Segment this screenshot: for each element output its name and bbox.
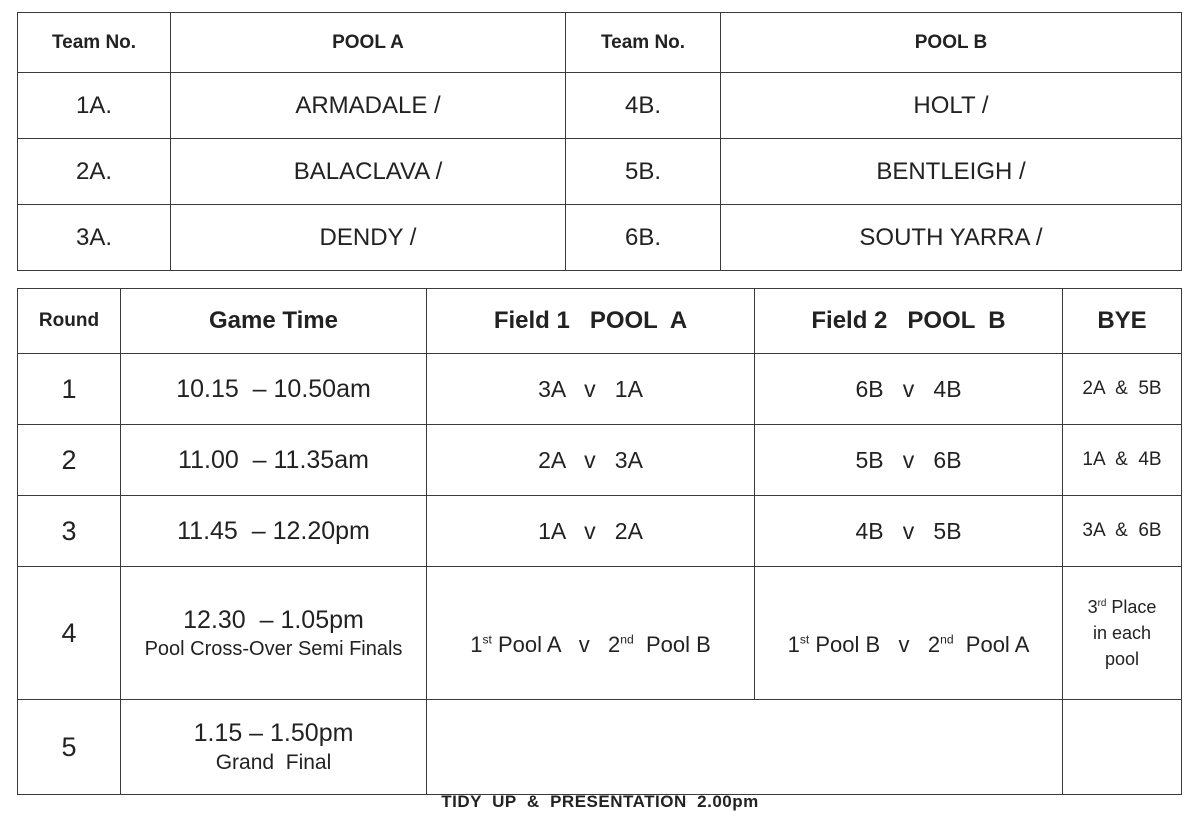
pool-row bbox=[18, 73, 1182, 139]
header-field-2: Field 2 POOL B bbox=[755, 289, 1063, 354]
team-name-b: BENTLEIGH / bbox=[721, 139, 1182, 205]
bye-teams: 1A & 4B bbox=[1063, 425, 1182, 496]
game-time: 11.45 – 12.20pm bbox=[121, 496, 427, 567]
team-no-b: 6B. bbox=[566, 205, 721, 271]
ordinal-suffix: nd bbox=[620, 632, 634, 647]
team-name-a: DENDY / bbox=[171, 205, 566, 271]
round-number: 4 bbox=[18, 567, 121, 700]
round-number: 5 bbox=[18, 700, 121, 795]
bye-line bbox=[1063, 594, 1181, 620]
seed-number: 2 bbox=[927, 632, 941, 657]
seed-number: 1 bbox=[470, 632, 483, 657]
schedule-header-row bbox=[18, 289, 1182, 354]
bye-teams bbox=[1063, 567, 1182, 700]
field-2-match: 6B v 4B bbox=[755, 354, 1063, 425]
team-no-a: 1A. bbox=[18, 73, 171, 139]
round-row bbox=[18, 496, 1182, 567]
seed-number: 2 bbox=[608, 632, 621, 657]
round-row bbox=[18, 425, 1182, 496]
field-2-match: 5B v 6B bbox=[755, 425, 1063, 496]
bye-text: Place bbox=[1106, 597, 1157, 617]
round-row-semi-finals bbox=[18, 567, 1182, 700]
field-1-match bbox=[427, 567, 755, 700]
header-round: Round bbox=[18, 289, 121, 354]
header-game-time: Game Time bbox=[121, 289, 427, 354]
team-name-a: BALACLAVA / bbox=[171, 139, 566, 205]
field-1-match: 2A v 3A bbox=[427, 425, 755, 496]
pool-row bbox=[18, 205, 1182, 271]
field-1-match: 1A v 2A bbox=[427, 496, 755, 567]
header-bye: BYE bbox=[1063, 289, 1182, 354]
game-time: 12.30 – 1.05pm bbox=[183, 605, 364, 634]
game-note: Grand Final bbox=[215, 751, 332, 774]
team-no-b: 5B. bbox=[566, 139, 721, 205]
header-team-no-b: Team No. bbox=[566, 13, 721, 73]
match-text: Pool B v bbox=[809, 632, 928, 657]
round-number: 1 bbox=[18, 354, 121, 425]
header-field-1: Field 1 POOL A bbox=[427, 289, 755, 354]
field-2-match bbox=[755, 567, 1063, 700]
team-name-a: ARMADALE / bbox=[171, 73, 566, 139]
header-team-no-a: Team No. bbox=[18, 13, 171, 73]
ordinal-suffix: nd bbox=[940, 632, 954, 647]
round-number: 2 bbox=[18, 425, 121, 496]
field-2-match: 4B v 5B bbox=[755, 496, 1063, 567]
bye-line: in each bbox=[1092, 623, 1152, 643]
match-text: Pool B bbox=[633, 632, 711, 657]
pools-header-row bbox=[18, 13, 1182, 73]
game-time-cell bbox=[121, 700, 427, 795]
pools-table bbox=[17, 12, 1182, 271]
empty-field-cell bbox=[427, 700, 1063, 795]
match-text: Pool A bbox=[953, 632, 1030, 657]
footer-note: TIDY UP & PRESENTATION 2.00pm bbox=[441, 792, 759, 811]
pool-row bbox=[18, 139, 1182, 205]
empty-bye-cell bbox=[1063, 700, 1182, 795]
header-pool-a: POOL A bbox=[171, 13, 566, 73]
field-1-match: 3A v 1A bbox=[427, 354, 755, 425]
place-number: 3 bbox=[1087, 597, 1098, 617]
game-note: Pool Cross-Over Semi Finals bbox=[144, 637, 403, 660]
game-time: 11.00 – 11.35am bbox=[121, 425, 427, 496]
game-time: 10.15 – 10.50am bbox=[121, 354, 427, 425]
team-no-a: 3A. bbox=[18, 205, 171, 271]
ordinal-suffix: st bbox=[482, 632, 492, 647]
team-no-a: 2A. bbox=[18, 139, 171, 205]
round-number: 3 bbox=[18, 496, 121, 567]
team-name-b: SOUTH YARRA / bbox=[721, 205, 1182, 271]
game-time: 1.15 – 1.50pm bbox=[193, 719, 354, 747]
bye-line: pool bbox=[1104, 649, 1140, 669]
game-time-cell bbox=[121, 567, 427, 700]
round-row-grand-final bbox=[18, 700, 1182, 795]
schedule-table bbox=[17, 288, 1182, 795]
team-no-b: 4B. bbox=[566, 73, 721, 139]
team-name-b: HOLT / bbox=[721, 73, 1182, 139]
ordinal-suffix: st bbox=[799, 632, 810, 647]
seed-number: 1 bbox=[787, 632, 800, 657]
bye-teams: 3A & 6B bbox=[1063, 496, 1182, 567]
round-row bbox=[18, 354, 1182, 425]
ordinal-suffix: rd bbox=[1097, 598, 1107, 609]
bye-teams: 2A & 5B bbox=[1063, 354, 1182, 425]
match-text: Pool A v bbox=[491, 632, 609, 657]
header-pool-b: POOL B bbox=[721, 13, 1182, 73]
